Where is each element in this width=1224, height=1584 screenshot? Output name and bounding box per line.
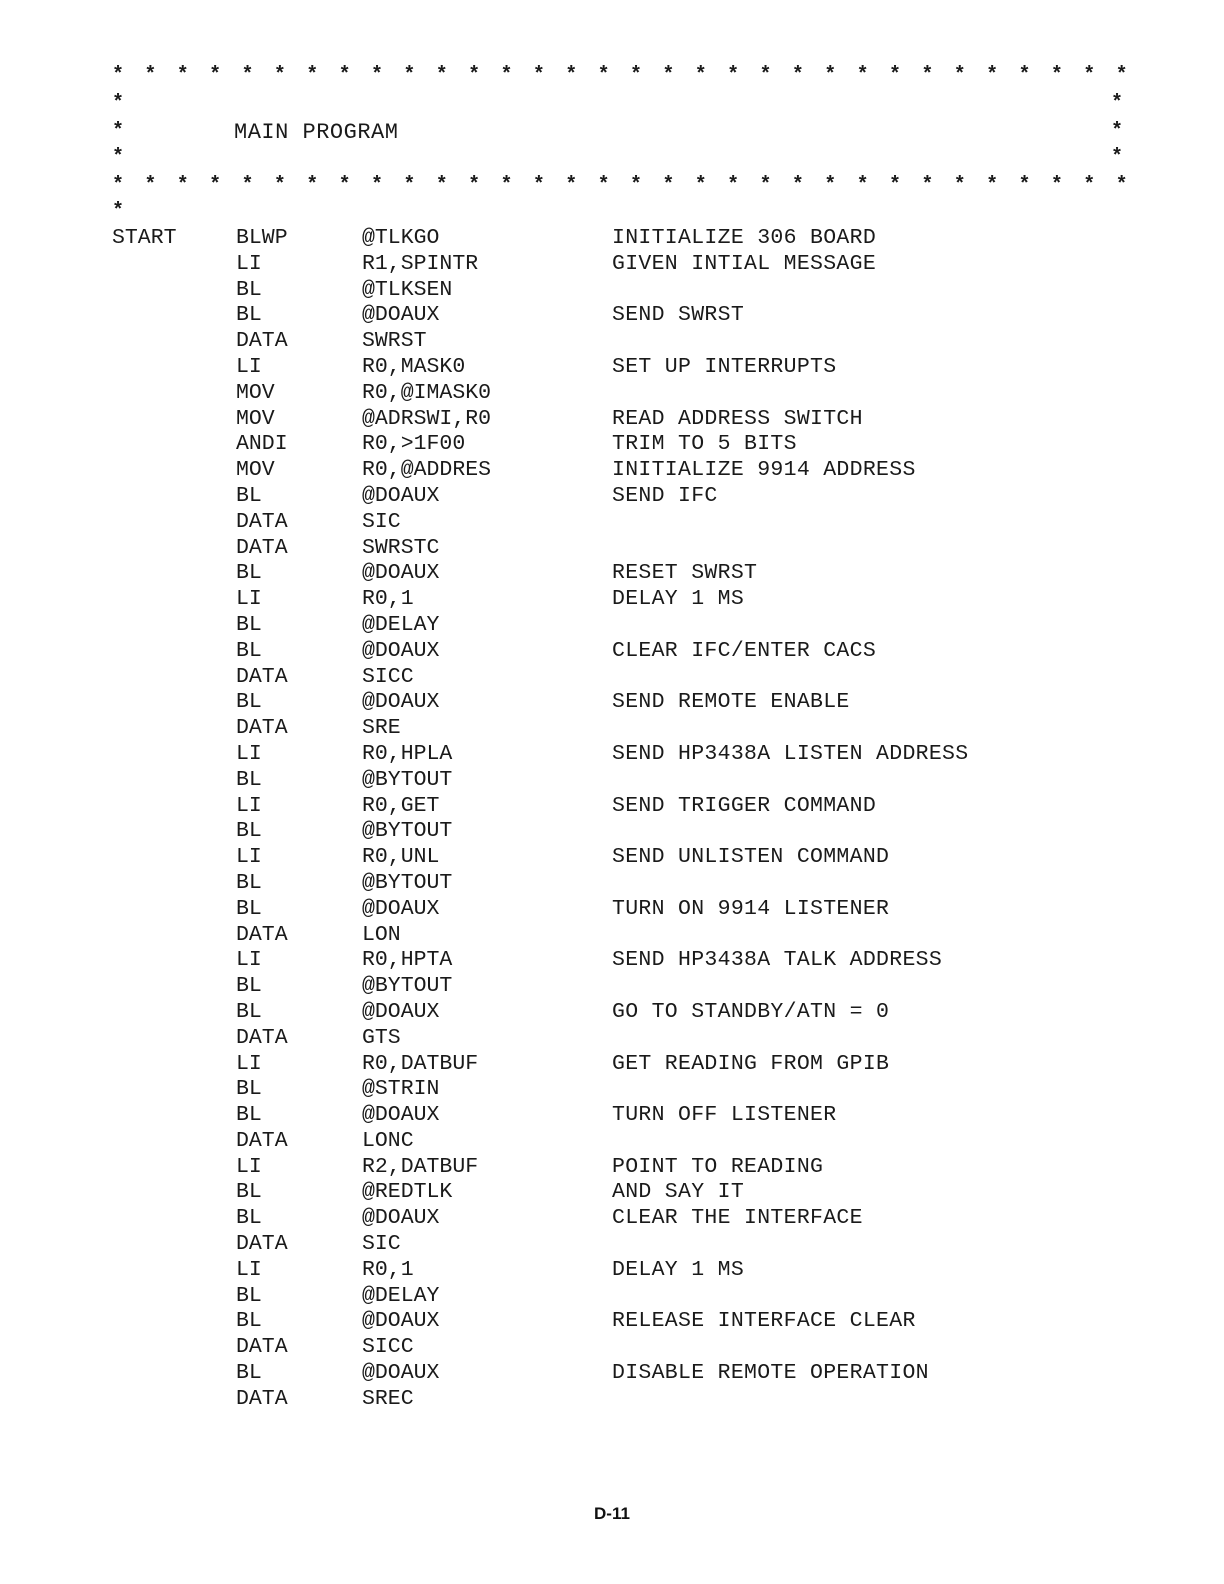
border-star: * xyxy=(694,174,707,197)
border-star: * xyxy=(209,64,222,87)
bottom-star-border xyxy=(112,174,1128,198)
code-opcode: BL xyxy=(236,1206,262,1231)
border-star: * xyxy=(338,174,351,197)
code-opcode: DATA xyxy=(236,1386,288,1411)
border-star: * xyxy=(1083,174,1096,197)
code-line xyxy=(0,1000,1224,1026)
code-operand: @BYTOUT xyxy=(362,819,453,844)
code-comment: GO TO STANDBY/ATN = 0 xyxy=(612,999,890,1024)
code-opcode: DATA xyxy=(236,1335,288,1360)
code-line xyxy=(0,458,1224,484)
border-star: * xyxy=(403,64,416,87)
code-opcode: DATA xyxy=(236,1232,288,1257)
code-operand: SWRST xyxy=(362,329,427,354)
code-operand: SIC xyxy=(362,509,401,534)
code-opcode: BL xyxy=(236,870,262,895)
code-comment: SEND IFC xyxy=(612,483,718,508)
code-comment: SEND TRIGGER COMMAND xyxy=(612,793,877,818)
code-operand: R0,DATBUF xyxy=(362,1051,479,1076)
code-line xyxy=(0,1335,1224,1361)
code-opcode: LI xyxy=(236,741,262,766)
code-operand: GTS xyxy=(362,1025,401,1050)
code-line xyxy=(0,355,1224,381)
code-opcode: MOV xyxy=(236,380,275,405)
code-opcode: BL xyxy=(236,1180,262,1205)
code-comment: GIVEN INTIAL MESSAGE xyxy=(612,251,877,276)
code-operand: @BYTOUT xyxy=(362,767,453,792)
code-operand: R0,1 xyxy=(362,587,414,612)
border-star: * xyxy=(565,64,578,87)
code-line xyxy=(0,329,1224,355)
border-star: * xyxy=(1115,174,1128,197)
border-star: * xyxy=(597,174,610,197)
code-line xyxy=(0,923,1224,949)
border-star: * xyxy=(435,174,448,197)
border-star: * xyxy=(468,64,481,87)
code-line xyxy=(0,510,1224,536)
code-opcode: LI xyxy=(236,354,262,379)
border-star: * xyxy=(532,64,545,87)
code-line xyxy=(0,1206,1224,1232)
border-star: * xyxy=(112,64,125,87)
code-opcode: BL xyxy=(236,612,262,637)
border-star: * xyxy=(532,174,545,197)
code-line xyxy=(0,381,1224,407)
code-opcode: LI xyxy=(236,793,262,818)
code-comment: DISABLE REMOTE OPERATION xyxy=(612,1361,929,1386)
code-comment: AND SAY IT xyxy=(612,1180,745,1205)
code-comment: TRIM TO 5 BITS xyxy=(612,432,797,457)
border-star: * xyxy=(338,64,351,87)
code-operand: LONC xyxy=(362,1128,414,1153)
code-line xyxy=(0,819,1224,845)
code-opcode: BL xyxy=(236,767,262,792)
border-star: * xyxy=(662,174,675,197)
border-star: * xyxy=(630,174,643,197)
code-comment: GET READING FROM GPIB xyxy=(612,1051,890,1076)
border-star: * xyxy=(176,174,189,197)
code-operand: SRE xyxy=(362,716,401,741)
border-star: * xyxy=(856,64,869,87)
code-operand: @TLKGO xyxy=(362,226,440,250)
border-star: * xyxy=(662,64,675,87)
code-line xyxy=(0,407,1224,433)
border-star: * xyxy=(144,64,157,87)
code-line xyxy=(0,1052,1224,1078)
border-star: * xyxy=(1018,174,1031,197)
code-line xyxy=(0,1309,1224,1335)
code-line xyxy=(0,1180,1224,1206)
border-star: * xyxy=(273,64,286,87)
border-star: * xyxy=(306,174,319,197)
code-operand: @DOAUX xyxy=(362,483,440,508)
border-star: * xyxy=(371,64,384,87)
code-line xyxy=(0,1258,1224,1284)
border-star: * xyxy=(791,64,804,87)
code-comment: DELAY 1 MS xyxy=(612,587,745,612)
border-star: * xyxy=(727,174,740,197)
border-star: * xyxy=(856,174,869,197)
code-opcode: BL xyxy=(236,561,262,586)
code-operand: @BYTOUT xyxy=(362,974,453,999)
code-operand: R0,MASK0 xyxy=(362,354,466,379)
code-opcode: BL xyxy=(236,690,262,715)
border-star: * xyxy=(306,64,319,87)
code-comment: READ ADDRESS SWITCH xyxy=(612,406,863,431)
code-line xyxy=(0,897,1224,923)
border-star-left: * xyxy=(112,200,125,223)
code-line xyxy=(0,845,1224,871)
border-star: * xyxy=(630,64,643,87)
code-line xyxy=(0,639,1224,665)
code-opcode: BL xyxy=(236,483,262,508)
code-line xyxy=(0,768,1224,794)
border-star: * xyxy=(241,64,254,87)
code-line xyxy=(0,484,1224,510)
code-operand: @DOAUX xyxy=(362,1309,440,1334)
code-comment: CLEAR THE INTERFACE xyxy=(612,1206,863,1231)
border-star: * xyxy=(403,174,416,197)
code-line xyxy=(0,278,1224,304)
code-opcode: DATA xyxy=(236,922,288,947)
code-opcode: BLWP xyxy=(236,226,288,250)
code-operand: @DELAY xyxy=(362,1283,440,1308)
code-line xyxy=(0,226,1224,252)
code-operand: @DELAY xyxy=(362,612,440,637)
border-star: * xyxy=(273,174,286,197)
code-comment: RELEASE INTERFACE CLEAR xyxy=(612,1309,916,1334)
border-star: * xyxy=(889,64,902,87)
code-comment: CLEAR IFC/ENTER CACS xyxy=(612,638,877,663)
code-operand: R0,>1F00 xyxy=(362,432,466,457)
code-comment: SEND SWRST xyxy=(612,303,745,328)
code-comment: POINT TO READING xyxy=(612,1154,824,1179)
code-operand: @ADRSWI,R0 xyxy=(362,406,492,431)
code-opcode: DATA xyxy=(236,329,288,354)
border-star: * xyxy=(371,174,384,197)
code-comment: SEND HP3438A LISTEN ADDRESS xyxy=(612,741,969,766)
border-star-right: * xyxy=(1111,146,1124,169)
code-operand: SREC xyxy=(362,1386,414,1411)
border-star: * xyxy=(112,174,125,197)
code-operand: @DOAUX xyxy=(362,303,440,328)
border-star: * xyxy=(500,64,513,87)
code-comment: SEND REMOTE ENABLE xyxy=(612,690,850,715)
code-opcode: MOV xyxy=(236,406,275,431)
code-line xyxy=(0,561,1224,587)
code-opcode: MOV xyxy=(236,458,275,483)
code-opcode: BL xyxy=(236,277,262,302)
code-line xyxy=(0,690,1224,716)
border-star: * xyxy=(727,64,740,87)
code-comment: SEND UNLISTEN COMMAND xyxy=(612,845,890,870)
border-star: * xyxy=(565,174,578,197)
code-line xyxy=(0,1284,1224,1310)
code-line xyxy=(0,742,1224,768)
code-opcode: BL xyxy=(236,974,262,999)
code-opcode: BL xyxy=(236,999,262,1024)
border-star-left: * xyxy=(112,92,125,115)
code-comment: TURN ON 9914 LISTENER xyxy=(612,896,890,921)
code-line xyxy=(0,1026,1224,1052)
border-star-right: * xyxy=(1111,92,1124,115)
code-comment: INITIALIZE 9914 ADDRESS xyxy=(612,458,916,483)
section-heading: MAIN PROGRAM xyxy=(234,120,399,145)
code-operand: SIC xyxy=(362,1232,401,1257)
code-operand: @DOAUX xyxy=(362,896,440,921)
code-line xyxy=(0,252,1224,278)
code-opcode: BL xyxy=(236,896,262,921)
border-star: * xyxy=(759,174,772,197)
code-line xyxy=(0,1077,1224,1103)
code-operand: @DOAUX xyxy=(362,1206,440,1231)
code-opcode: ANDI xyxy=(236,432,288,457)
code-opcode: DATA xyxy=(236,1128,288,1153)
code-opcode: BL xyxy=(236,819,262,844)
code-operand: @TLKSEN xyxy=(362,277,453,302)
code-line xyxy=(0,1387,1224,1413)
code-comment: DELAY 1 MS xyxy=(612,1257,745,1282)
code-opcode: DATA xyxy=(236,664,288,689)
border-star: * xyxy=(921,64,934,87)
border-star: * xyxy=(435,64,448,87)
code-operand: R0,1 xyxy=(362,1257,414,1282)
code-operand: @STRIN xyxy=(362,1077,440,1102)
code-operand: @DOAUX xyxy=(362,638,440,663)
code-line xyxy=(0,974,1224,1000)
code-opcode: BL xyxy=(236,1361,262,1386)
border-star: * xyxy=(144,174,157,197)
code-opcode: DATA xyxy=(236,1025,288,1050)
border-star: * xyxy=(209,174,222,197)
code-opcode: LI xyxy=(236,948,262,973)
code-operand: @DOAUX xyxy=(362,561,440,586)
code-comment: SET UP INTERRUPTS xyxy=(612,354,837,379)
code-operand: R2,DATBUF xyxy=(362,1154,479,1179)
code-comment: INITIALIZE 306 BOARD xyxy=(612,226,877,250)
code-operand: @DOAUX xyxy=(362,1361,440,1386)
code-line xyxy=(0,613,1224,639)
border-star: * xyxy=(953,64,966,87)
code-line xyxy=(0,665,1224,691)
code-operand: @DOAUX xyxy=(362,1103,440,1128)
code-listing xyxy=(0,226,1224,1413)
code-line xyxy=(0,587,1224,613)
code-operand: @DOAUX xyxy=(362,999,440,1024)
code-line xyxy=(0,303,1224,329)
border-star-right: * xyxy=(1111,120,1124,143)
border-star: * xyxy=(500,174,513,197)
border-star: * xyxy=(468,174,481,197)
code-opcode: LI xyxy=(236,587,262,612)
code-line xyxy=(0,871,1224,897)
border-star: * xyxy=(759,64,772,87)
code-operand: R0,UNL xyxy=(362,845,440,870)
code-opcode: LI xyxy=(236,1257,262,1282)
code-opcode: LI xyxy=(236,251,262,276)
code-opcode: DATA xyxy=(236,716,288,741)
code-line xyxy=(0,536,1224,562)
border-star: * xyxy=(1018,64,1031,87)
border-star: * xyxy=(791,174,804,197)
code-opcode: BL xyxy=(236,303,262,328)
code-operand: R0,@ADDRES xyxy=(362,458,492,483)
border-star-left: * xyxy=(112,120,125,143)
code-line xyxy=(0,948,1224,974)
border-star: * xyxy=(1115,64,1128,87)
top-star-border xyxy=(112,64,1128,88)
code-opcode: DATA xyxy=(236,535,288,560)
code-operand: LON xyxy=(362,922,401,947)
border-star: * xyxy=(241,174,254,197)
code-opcode: BL xyxy=(236,1309,262,1334)
code-operand: SICC xyxy=(362,664,414,689)
code-operand: @BYTOUT xyxy=(362,870,453,895)
border-star-left: * xyxy=(112,146,125,169)
code-opcode: BL xyxy=(236,638,262,663)
code-comment: SEND HP3438A TALK ADDRESS xyxy=(612,948,943,973)
code-line xyxy=(0,794,1224,820)
page-number: D-11 xyxy=(594,1504,630,1523)
border-star: * xyxy=(889,174,902,197)
code-comment: TURN OFF LISTENER xyxy=(612,1103,837,1128)
code-opcode: LI xyxy=(236,845,262,870)
code-opcode: BL xyxy=(236,1103,262,1128)
code-operand: R0,HPLA xyxy=(362,741,453,766)
code-line xyxy=(0,716,1224,742)
border-star: * xyxy=(986,64,999,87)
code-operand: R0,GET xyxy=(362,793,440,818)
border-star: * xyxy=(1050,174,1063,197)
code-comment: RESET SWRST xyxy=(612,561,758,586)
code-opcode: BL xyxy=(236,1077,262,1102)
code-line xyxy=(0,1155,1224,1181)
border-star: * xyxy=(921,174,934,197)
code-line xyxy=(0,1129,1224,1155)
code-line xyxy=(0,1232,1224,1258)
code-line xyxy=(0,432,1224,458)
code-label: START xyxy=(112,226,177,250)
border-star: * xyxy=(986,174,999,197)
code-opcode: LI xyxy=(236,1051,262,1076)
border-star: * xyxy=(824,174,837,197)
code-line xyxy=(0,1103,1224,1129)
code-opcode: BL xyxy=(236,1283,262,1308)
code-operand: R0,@IMASK0 xyxy=(362,380,492,405)
border-star: * xyxy=(953,174,966,197)
code-operand: R1,SPINTR xyxy=(362,251,479,276)
code-operand: SWRSTC xyxy=(362,535,440,560)
border-star: * xyxy=(694,64,707,87)
code-operand: @REDTLK xyxy=(362,1180,453,1205)
border-star: * xyxy=(176,64,189,87)
code-opcode: LI xyxy=(236,1154,262,1179)
code-operand: SICC xyxy=(362,1335,414,1360)
border-star: * xyxy=(1083,64,1096,87)
code-opcode: DATA xyxy=(236,509,288,534)
code-line xyxy=(0,1361,1224,1387)
code-operand: @DOAUX xyxy=(362,690,440,715)
border-star: * xyxy=(597,64,610,87)
border-star: * xyxy=(1050,64,1063,87)
code-operand: R0,HPTA xyxy=(362,948,453,973)
border-star: * xyxy=(824,64,837,87)
